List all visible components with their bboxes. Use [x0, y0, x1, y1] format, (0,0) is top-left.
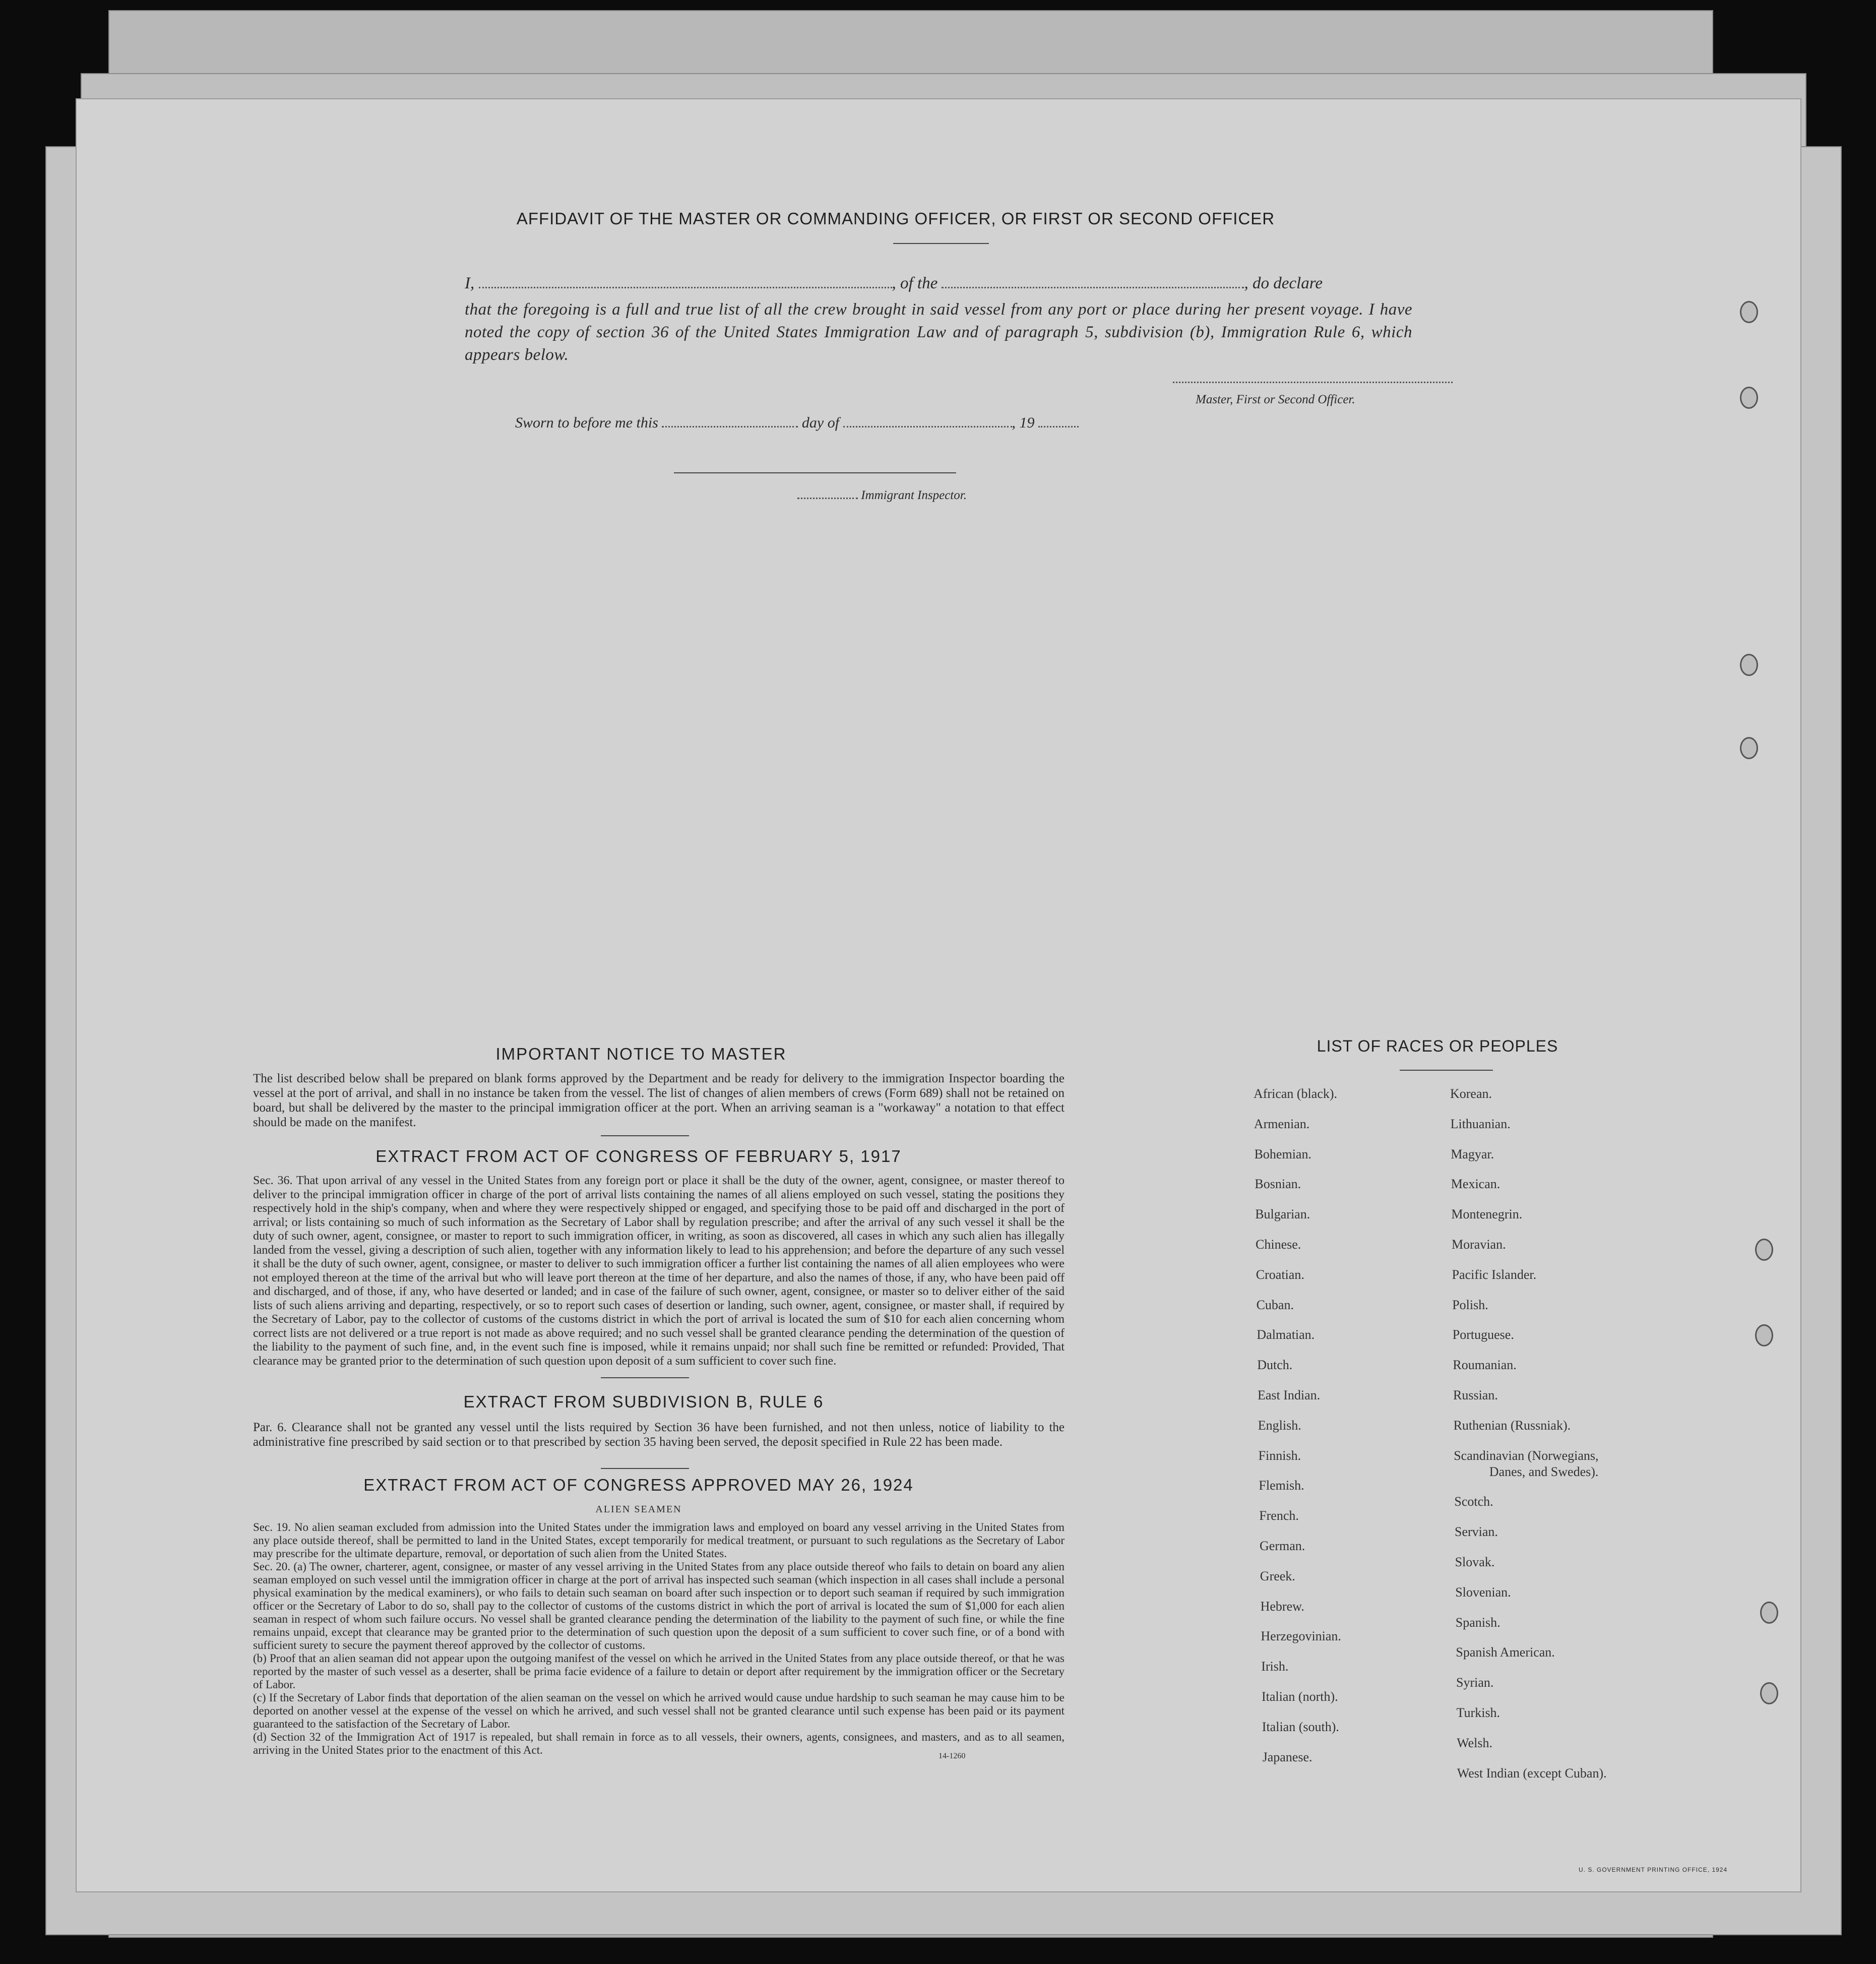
extract-1917-body: Sec. 36. That upon arrival of any vessel in the United States from any foreign port or place it shall be the duty of the owner, agent, consignee, or master thereof to deliver to the principal immigration officer in charge of the port of arrival lists containing the names of all aliens employed on such vessel, stating the positions they respectively hold in the ship's company, when and where they were respectively shipped or engaged, and specifying those to be paid off and discharged in the port of arrival; or lists containing so much of such information as the Secretary of Labor shall by regulation prescribe; and after the arrival of any such vessel it shall be the duty of such owner, agent, consignee, or master to report to such immigration officer, in writing, as soon as discovered, all cases in which any such alien has illegally landed from the vessel, giving a description of such alien, together with any information likely to lead to his apprehension; and before the departure of any such vessel it shall be the duty of such owner, agent, consignee, or master to deliver to such immigration officer a further list containing the names of all alien employees who were not employed thereon at the time of the arrival but who will leave port thereon at the time of her departure, and also the names of those, if any, who have been paid off and discharged, and of those, if any, who have deserted or landed; and in case of the failure of such owner, agent, consignee, or master so to deliver either of the said lists of such aliens arriving and departing, respectively, or so to report such cases of desertion or landing, such owner, agent, consignee, or master shall, if required by the Secretary of Labor, pay to the collector of customs of the customs district in which the port of arrival is located the sum of $10 for each alien concerning whom correct lists are not delivered or a true report is not made as above required; and no such vessel shall be granted clearance pending the determination of the question of the liability to the payment of such fine, and, in the event such fine is imposed, while it remains unpaid; nor shall such fine be remitted or refunded: Provided, That clearance may be granted prior to the determination of such question upon deposit of a sum sufficient to cover such fine.	[253, 1174, 1065, 1368]
race-item: Russian.	[1453, 1388, 1498, 1402]
race-item: Moravian.	[1452, 1237, 1506, 1252]
affidavit-body: that the foregoing is a full and true list of all the crew brought in said vessel from any port or place during her present voyage. I have noted the copy of section 36 of the United States Immigration Law and of paragraph 5, subdivision (b), Immigration Rule 6, which appears below.	[465, 300, 1412, 364]
notice-body: The list described below shall be prepared on blank forms approved by the Department and be ready for delivery to the immigration Inspector boarding the vessel at the port of arrival, and shall in no instance be taken from the vessel. The list of changes of alien members of crews (Form 689) shall not be retained on board, but shall be delivered by the master to the principal immigration officer at the port. When an arriving seaman is a "workaway" a notation to that effect should be made on the manifest.	[253, 1072, 1065, 1129]
section-20a: Sec. 20. (a) The owner, charterer, agent, consignee, or master of any vessel arriving in the United States from any place outside thereof who fails to detain on board any alien seaman employed on such vessel until the immigration officer in charge at the port of arrival has inspected such seaman (which inspection in all cases shall include a personal physical examination by the medical examiners), or who fails to detain such seaman on board after such inspection or to deport such seaman if required by such immigration officer or the Secretary of Labor to do so, shall pay to the collector of customs of the customs district in which the port of arrival is located the sum of $1,000 for each alien seaman in respect of whom such failure occurs. No vessel shall be granted clearance pending the determination of the liability to the payment of such fine, or while the fine remains unpaid, except that clearance may be granted prior to the determination of such question upon the deposit of a sum sufficient to cover such fine, or of a bond with sufficient surety to secure the payment thereof approved by the collector of customs.	[253, 1560, 1065, 1651]
race-item: Korean.	[1450, 1086, 1492, 1101]
sworn-text: Sworn to before me this	[515, 414, 658, 431]
punch-hole	[1740, 301, 1758, 323]
race-item: Syrian.	[1456, 1675, 1494, 1690]
race-item: Montenegrin.	[1451, 1207, 1523, 1222]
section-20d: (d) Section 32 of the Immigration Act of 1917 is repealed, but shall remain in force as to all vessels, their owners, agents, consignees, and masters, and as to all seamen, arriving in the United States prior to the enactment of this Act.	[253, 1731, 1065, 1756]
month-blank	[843, 426, 1012, 427]
race-item: Italian (north).	[1262, 1689, 1338, 1704]
year-text: , 19	[1012, 414, 1035, 431]
race-item: Roumanian.	[1453, 1358, 1517, 1373]
race-item: French.	[1259, 1508, 1299, 1523]
title-rule	[893, 243, 989, 244]
race-item: Italian (south).	[1262, 1719, 1339, 1734]
section-rule	[601, 1135, 689, 1136]
form-number: 14-1260	[939, 1752, 966, 1760]
notice-title: IMPORTANT NOTICE TO MASTER	[495, 1045, 787, 1063]
race-item: Slovak.	[1455, 1555, 1495, 1569]
day-of-text: day of	[801, 414, 840, 431]
name-blank	[479, 287, 892, 288]
races-title-rule	[1400, 1070, 1493, 1071]
race-item: Magyar.	[1451, 1146, 1494, 1161]
inspector-signature-line	[674, 472, 956, 473]
section-rule	[601, 1468, 689, 1469]
race-item: Irish.	[1261, 1659, 1289, 1674]
inspector-label: Immigrant Inspector.	[861, 488, 967, 502]
race-item: Lithuanian.	[1450, 1116, 1511, 1131]
race-item: Armenian.	[1254, 1116, 1310, 1131]
punch-hole	[1740, 387, 1758, 409]
race-item: Mexican.	[1451, 1177, 1500, 1192]
punch-hole	[1740, 737, 1758, 759]
race-item: Portuguese.	[1452, 1327, 1514, 1342]
extract-1917-title: EXTRACT FROM ACT OF CONGRESS OF FEBRUARY 5, 1917	[376, 1147, 902, 1165]
race-item: Cuban.	[1256, 1297, 1294, 1312]
race-item: Japanese.	[1262, 1749, 1312, 1764]
race-item: Pacific Islander.	[1452, 1267, 1537, 1282]
race-item: African (black).	[1254, 1086, 1338, 1101]
sworn-line	[515, 414, 1221, 432]
race-item: Servian.	[1455, 1524, 1498, 1540]
printer-imprint: U. S. GOVERNMENT PRINTING OFFICE, 1924	[1579, 1866, 1728, 1873]
race-item: Danes, and Swedes).	[1489, 1464, 1599, 1479]
race-item: Finnish.	[1258, 1448, 1301, 1463]
race-item: Dalmatian.	[1257, 1327, 1315, 1342]
race-item: Bosnian.	[1255, 1177, 1301, 1192]
races-title: LIST OF RACES OR PEOPLES	[1317, 1037, 1558, 1055]
race-item: Greek.	[1260, 1568, 1295, 1583]
punch-hole	[1755, 1324, 1773, 1346]
race-item: Slovenian.	[1455, 1584, 1511, 1600]
section-19: Sec. 19. No alien seaman excluded from admission into the United States under the immigration laws and employed on board any vessel arriving in the United States from any place outside thereof, shall be permitted to land in the United States, except temporarily for medical treatment, or pursuant to such regulations as the Secretary of Labor may prescribe for the ultimate departure, removal, or deportation of such alien from the United States.	[253, 1521, 1065, 1560]
affidavit-of-the: , of the	[892, 274, 938, 292]
race-item: Flemish.	[1259, 1478, 1304, 1493]
race-item: Herzegovinian.	[1261, 1629, 1341, 1644]
signature-line	[1173, 382, 1453, 383]
extract-1924-body	[253, 1521, 1065, 1757]
inspector-blank	[797, 498, 858, 499]
race-item: Bohemian.	[1254, 1146, 1311, 1161]
race-item: English.	[1258, 1418, 1301, 1433]
race-item: Chinese.	[1256, 1237, 1301, 1252]
day-blank	[662, 426, 798, 427]
race-item: Welsh.	[1457, 1735, 1493, 1750]
race-item: German.	[1260, 1539, 1305, 1553]
punch-hole	[1755, 1239, 1773, 1261]
race-item: West Indian (except Cuban).	[1457, 1765, 1607, 1781]
affidavit-declaration-line	[465, 274, 1503, 293]
section-20b: (b) Proof that an alien seaman did not appear upon the outgoing manifest of the vessel on which he arrived in the United States from any place outside thereof, or that he was reported by the master of such vessel as a deserter, shall be prima facie evidence of a failure to detain or deport after requirement by the immigration officer or the Secretary of Labor.	[253, 1652, 1065, 1691]
race-item: Spanish American.	[1456, 1645, 1555, 1660]
extract-rule6-body: Par. 6. Clearance shall not be granted any vessel until the lists required by Section 36 have been furnished, and not then unless, notice of liability to the administrative fine prescribed by said section or to that prescribed by section 35 having been served, the deposit specified in Rule 22 has been made.	[253, 1421, 1065, 1449]
race-item: Croatian.	[1256, 1267, 1304, 1282]
document-page	[76, 98, 1801, 1892]
race-item: Hebrew.	[1260, 1599, 1304, 1614]
affidavit-i: I,	[465, 274, 475, 292]
alien-seamen-subtitle: ALIEN SEAMEN	[595, 1504, 682, 1515]
year-blank	[1038, 426, 1079, 427]
race-item: Spanish.	[1455, 1615, 1500, 1630]
race-item: Bulgarian.	[1255, 1207, 1310, 1222]
race-item: Scandinavian (Norwegians,	[1454, 1448, 1599, 1463]
section-rule	[601, 1377, 689, 1378]
extract-1924-title: EXTRACT FROM ACT OF CONGRESS APPROVED MAY 26, 1924	[363, 1476, 914, 1494]
punch-hole	[1740, 654, 1758, 676]
race-item: Polish.	[1452, 1297, 1488, 1312]
affidavit-title: AFFIDAVIT OF THE MASTER OR COMMANDING OFFICER, OR FIRST OR SECOND OFFICER	[516, 209, 1275, 228]
race-item: Ruthenian (Russniak).	[1453, 1418, 1571, 1433]
race-item: Dutch.	[1257, 1358, 1293, 1373]
signature-label: Master, First or Second Officer.	[1196, 393, 1355, 406]
vessel-blank	[942, 287, 1244, 288]
race-item: Scotch.	[1454, 1494, 1493, 1509]
extract-rule6-title: EXTRACT FROM SUBDIVISION B, RULE 6	[463, 1392, 824, 1411]
punch-hole	[1760, 1682, 1778, 1704]
race-item: East Indian.	[1258, 1388, 1321, 1402]
section-20c: (c) If the Secretary of Labor finds that deportation of the alien seaman on the vessel on which he arrived would cause undue hardship to such seaman he may cause him to be deported on another vessel at the expense of the vessel on which he arrived, and such vessel shall not be granted clearance until such expense has been paid or its payment guaranteed to the satisfaction of the Secretary of Labor.	[253, 1691, 1065, 1730]
affidavit-do-declare: , do declare	[1244, 274, 1323, 292]
inspector-line	[797, 488, 967, 503]
race-item: Turkish.	[1456, 1705, 1500, 1720]
punch-hole	[1760, 1602, 1778, 1624]
